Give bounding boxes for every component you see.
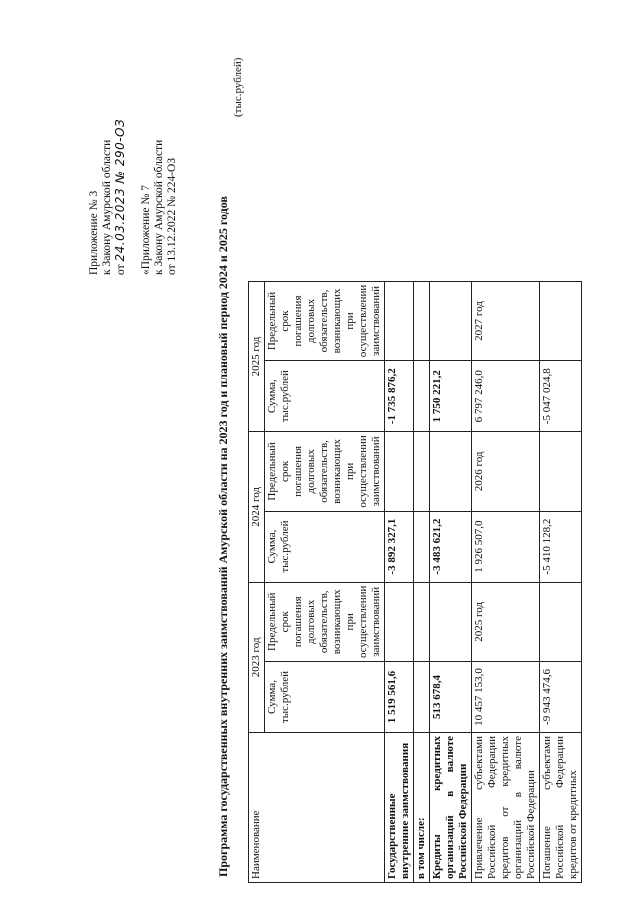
borrowing-program-table bbox=[248, 281, 582, 883]
term-2023 bbox=[430, 582, 472, 661]
term-2025 bbox=[430, 281, 472, 360]
table-row bbox=[414, 281, 430, 882]
row-name: Государственные внутренние заимствования bbox=[385, 733, 414, 883]
row-name: в том числе: bbox=[414, 733, 430, 883]
table-row bbox=[472, 281, 540, 882]
attachment-number: Приложение № 3 bbox=[88, 190, 100, 275]
term-2025 bbox=[540, 281, 582, 360]
document-title: Программа государственных внутренних заимствований Амурской области на 2023 год и плановый период 2024 и 2025 годов bbox=[216, 196, 230, 877]
amount-2024: 1 926 507,0 bbox=[472, 511, 540, 582]
sub-header-term-2025: Предельный срок погашения долговых обязательств, возникающих при осуществлении заимствований bbox=[265, 281, 385, 360]
row-name: Погашение субъектами Российской Федерации кредитов от кредитных bbox=[540, 733, 582, 883]
amount-2024 bbox=[414, 511, 430, 582]
amount-2023 bbox=[414, 662, 430, 733]
handwritten-date-number: 24.03.2023 № 290-ОЗ bbox=[113, 118, 127, 262]
row-name: Кредиты кредитных организаций в валюте Российской Федерации bbox=[430, 733, 472, 883]
col-header-2023: 2023 год bbox=[249, 582, 265, 732]
amount-2025 bbox=[414, 361, 430, 432]
attachment-header bbox=[88, 119, 128, 275]
sub-header-amount-2023: Сумма, тыс.рублей bbox=[265, 662, 385, 733]
amount-2023: 513 678,4 bbox=[430, 662, 472, 733]
amount-2023: 10 457 153,0 bbox=[472, 662, 540, 733]
term-2023 bbox=[385, 582, 414, 661]
prior-attachment-header bbox=[140, 140, 179, 275]
amount-2025: -5 047 024,8 bbox=[540, 361, 582, 432]
row-name: Привлечение субъектами Российской Федерации кредитов от кредитных организаций в валюте Российской Федерации bbox=[472, 733, 540, 883]
term-2025 bbox=[385, 281, 414, 360]
term-2024 bbox=[385, 432, 414, 511]
sub-header-amount-2024: Сумма, тыс.рублей bbox=[265, 511, 385, 582]
term-2023 bbox=[414, 582, 430, 661]
term-2024 bbox=[414, 432, 430, 511]
sub-header-term-2023: Предельный срок погашения долговых обязательств, возникающих при осуществлении заимствований bbox=[265, 582, 385, 661]
col-header-2024: 2024 год bbox=[249, 432, 265, 582]
amount-2023: -9 943 474,6 bbox=[540, 662, 582, 733]
amount-2025: 6 797 246,0 bbox=[472, 361, 540, 432]
amount-2024: -3 892 327,1 bbox=[385, 511, 414, 582]
sub-header-term-2024: Предельный срок погашения долговых обязательств, возникающих при осуществлении заимствований bbox=[265, 432, 385, 511]
table-row bbox=[385, 281, 414, 882]
table-header-row-years bbox=[249, 281, 265, 882]
table-row bbox=[430, 281, 472, 882]
prior-attachment-law: к Закону Амурской области bbox=[153, 139, 165, 275]
amount-2025: 1 750 221,2 bbox=[430, 361, 472, 432]
amount-2024: -5 410 128,2 bbox=[540, 511, 582, 582]
table-row bbox=[540, 281, 582, 882]
sub-header-amount-2025: Сумма, тыс.рублей bbox=[265, 361, 385, 432]
amount-2024: -3 483 621,2 bbox=[430, 511, 472, 582]
amount-2025: -1 735 876,2 bbox=[385, 361, 414, 432]
prior-attachment-date: от 13.12.2022 № 224-ОЗ bbox=[166, 157, 178, 275]
amount-2023: 1 519 561,6 bbox=[385, 662, 414, 733]
term-2025: 2027 год bbox=[472, 281, 540, 360]
attachment-date-line bbox=[114, 119, 128, 275]
units-label: (тыс.рублей) bbox=[232, 57, 244, 117]
term-2024 bbox=[430, 432, 472, 511]
term-2025 bbox=[414, 281, 430, 360]
col-header-2025: 2025 год bbox=[249, 281, 265, 431]
term-2024 bbox=[540, 432, 582, 511]
attachment-law: к Закону Амурской области bbox=[101, 139, 113, 275]
prior-attachment-number: «Приложение № 7 bbox=[140, 185, 152, 275]
term-2024: 2026 год bbox=[472, 432, 540, 511]
term-2023 bbox=[540, 582, 582, 661]
col-header-name: Наименование bbox=[249, 733, 385, 883]
date-prefix: от bbox=[115, 264, 127, 275]
term-2023: 2025 год bbox=[472, 582, 540, 661]
